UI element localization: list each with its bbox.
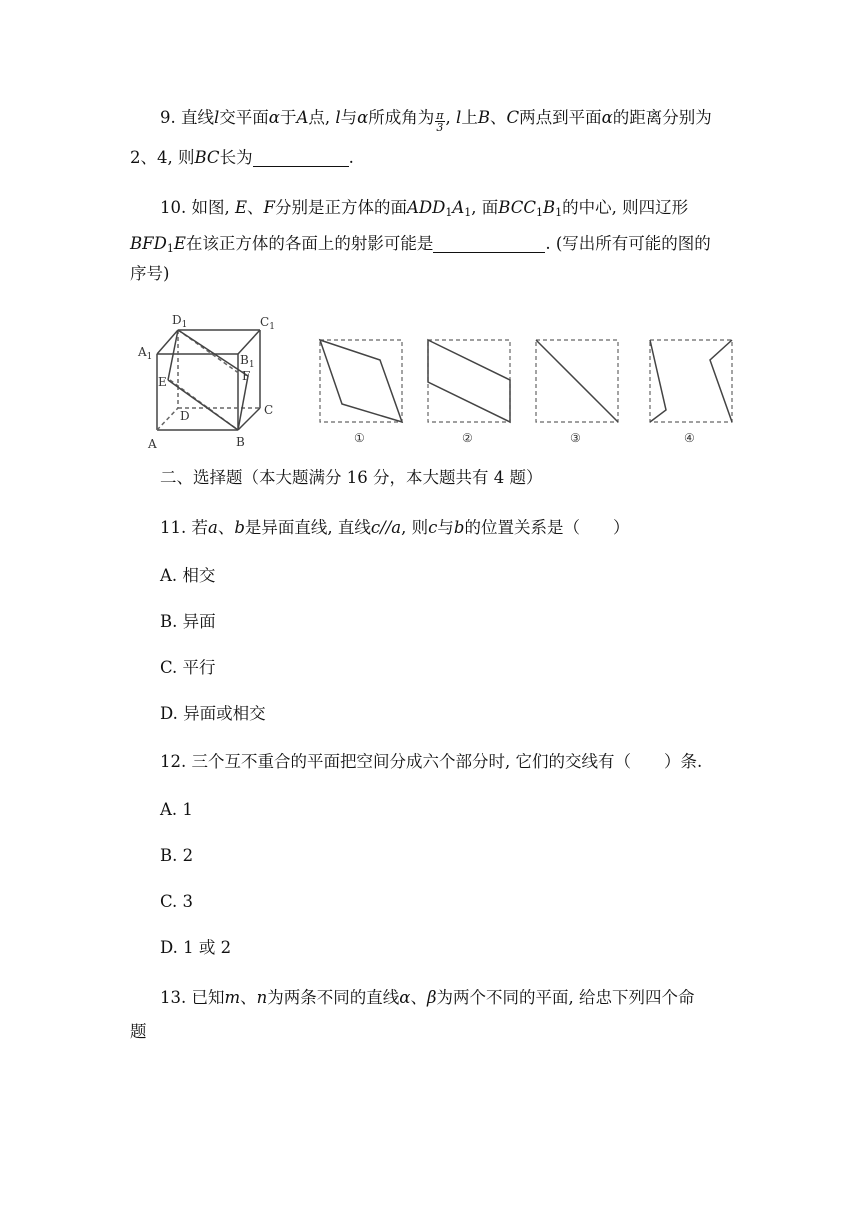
q11-option-d[interactable]: D. 异面或相交 (160, 704, 266, 723)
q10-line2: $BFD_1E$在该正方体的各面上的射影可能是 . (写出所有可能的图的 (130, 234, 711, 255)
q10-line1: 10. 如图, E、F分别是正方体的面$ADD_1A_1$, 面$BCC_1B_1$的中心, 则四辽形 (160, 198, 689, 219)
q12-option-c[interactable]: C. 3 (160, 892, 194, 911)
q12-option-d[interactable]: D. 1 或 2 (160, 938, 232, 957)
projection-option-1 (320, 340, 402, 445)
svg-text:B: B (236, 435, 245, 449)
svg-text:B1: $B_1$ (240, 353, 255, 370)
cube-projection-figure (130, 308, 750, 454)
q11-option-b[interactable]: B. 异面 (160, 612, 216, 631)
svg-text:A: A (148, 437, 157, 451)
svg-text:C1: $C_1$ (260, 315, 275, 332)
q11-option-c[interactable]: C. 平行 (160, 658, 216, 677)
svg-text:D1: $D_1$ (172, 313, 188, 330)
svg-text:D: D (180, 409, 190, 423)
q9-line1: 9. 直线l交平面α于A点, l与α所成角为 $\frac{\pi}{3}$ , l上B、C两点到平面α的距离分别为 (160, 108, 712, 134)
projection-option-4 (650, 340, 732, 445)
q12-option-b[interactable]: B. 2 (160, 846, 194, 865)
projection-option-3 (536, 340, 618, 445)
q13-line2: 题 (130, 1022, 147, 1041)
q9-line2: 2、4, 则BC长为 . (130, 148, 354, 167)
q13-line1: 13. 已知m、n为两条不同的直线α、β为两个不同的平面, 给忠下列四个命 (160, 988, 695, 1007)
svg-text:F: F (242, 369, 251, 383)
svg-text:A1: $A_1$ (138, 345, 153, 362)
answer-blank[interactable] (253, 148, 349, 167)
section-heading: 二、选择题（本大题满分 16 分，本大题共有 4 题） (160, 468, 543, 487)
svg-text:①: ① (354, 431, 365, 445)
svg-text:③: ③ (570, 431, 581, 445)
svg-text:④: ④ (684, 431, 695, 445)
answer-blank[interactable] (433, 234, 545, 253)
q12-option-a[interactable]: A. 1 (160, 800, 193, 819)
projection-option-2 (428, 340, 510, 445)
svg-text:②: ② (462, 431, 473, 445)
angle-fraction: $\frac{\pi}{3}$ (436, 109, 444, 134)
svg-text:E: E (158, 375, 167, 389)
q11-stem: 11. 若a、b是异面直线, 直线c//a, 则c与b的位置关系是（ ） (160, 518, 630, 537)
q12-stem: 12. 三个互不重合的平面把空间分成六个部分时, 它们的交线有（ ）条. (160, 752, 703, 771)
q11-option-a[interactable]: A. 相交 (160, 566, 216, 585)
q10-line3: 序号) (130, 264, 170, 283)
svg-text:C: C (264, 403, 274, 417)
